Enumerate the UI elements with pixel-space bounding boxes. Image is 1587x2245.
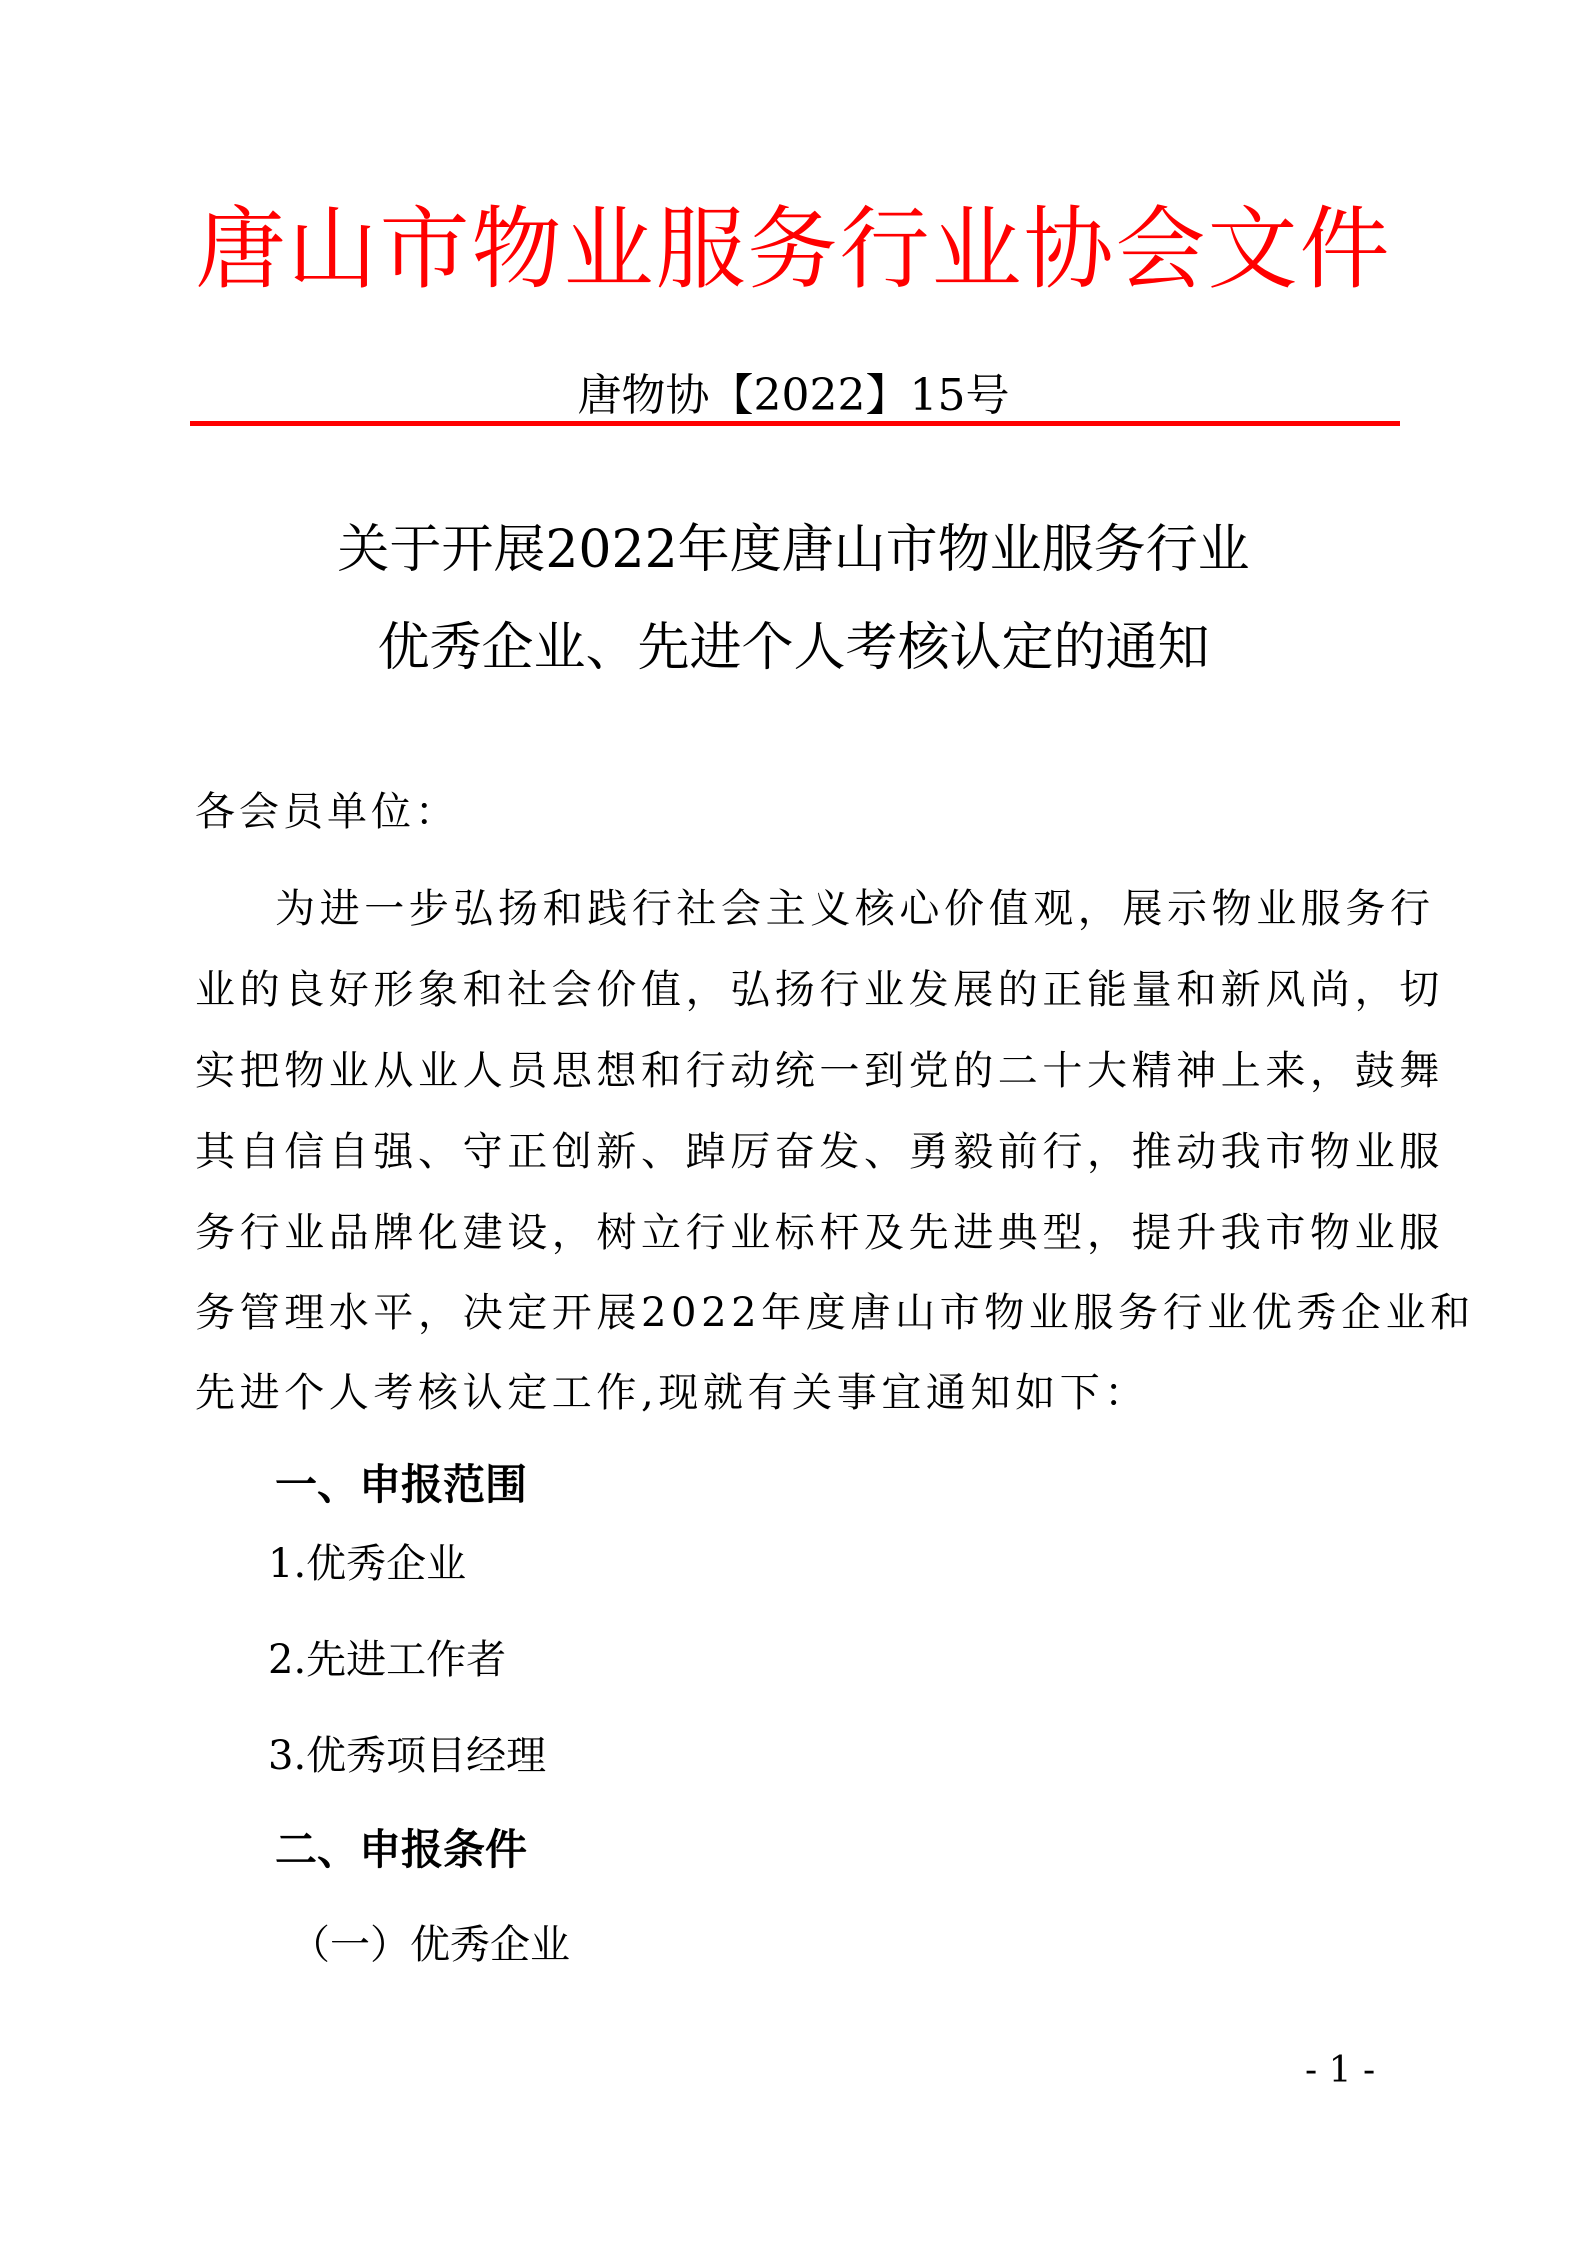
list-item-advanced-worker: 2.先进工作者 — [268, 1637, 507, 1683]
intro-line-4: 其自信自强、守正创新、踔厉奋发、勇毅前行，推动我市物业服 — [195, 1129, 1444, 1175]
page-number: - 1 - — [1305, 2050, 1376, 2091]
subsection-heading-enterprise: （一）优秀企业 — [290, 1922, 570, 1968]
intro-line-1: 为进一步弘扬和践行社会主义核心价值观，展示物业服务行 — [275, 886, 1435, 932]
intro-line-3: 实把物业从业人员思想和行动统一到党的二十大精神上来，鼓舞 — [195, 1048, 1444, 1094]
list-item-excellent-enterprise: 1.优秀企业 — [268, 1541, 467, 1587]
intro-line-7: 先进个人考核认定工作,现就有关事宜通知如下： — [195, 1370, 1149, 1416]
salutation: 各会员单位： — [195, 789, 459, 835]
org-title: 唐山市物业服务行业协会文件 — [195, 197, 1392, 302]
intro-line-5: 务行业品牌化建设，树立行业标杆及先进典型，提升我市物业服 — [195, 1210, 1444, 1256]
list-item-project-manager: 3.优秀项目经理 — [268, 1733, 547, 1779]
red-divider — [190, 421, 1400, 426]
document-number: 唐物协【2022】15号 — [577, 370, 1010, 421]
notice-title-line-2: 优秀企业、先进个人考核认定的通知 — [377, 618, 1210, 678]
section-heading-scope: 一、申报范围 — [275, 1460, 528, 1509]
intro-line-2: 业的良好形象和社会价值，弘扬行业发展的正能量和新风尚，切 — [195, 967, 1444, 1013]
notice-title-line-1: 关于开展2022年度唐山市物业服务行业 — [337, 520, 1250, 580]
section-heading-conditions: 二、申报条件 — [275, 1825, 528, 1874]
intro-line-6: 务管理水平，决定开展2022年度唐山市物业服务行业优秀企业和 — [195, 1290, 1475, 1336]
